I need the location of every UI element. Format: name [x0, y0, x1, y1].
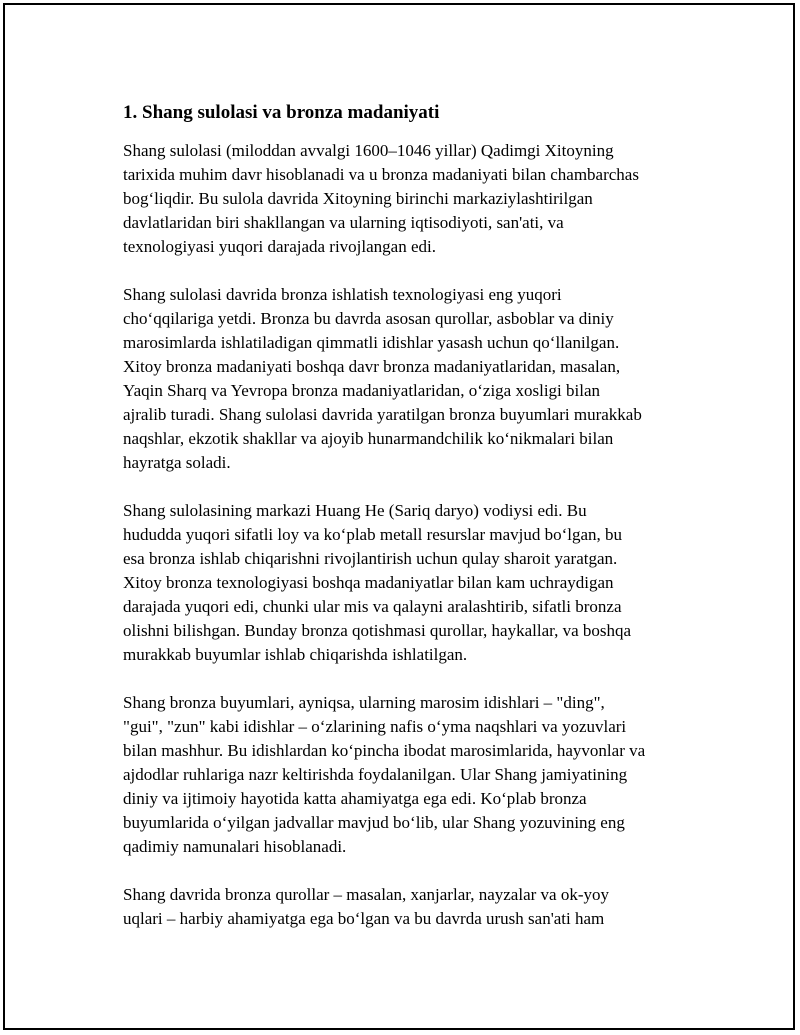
text-line: Shang davrida bronza qurollar – masalan, xanjarlar, nayzalar va ok-yoy [123, 885, 609, 904]
text-line: diniy va ijtimoiy hayotida katta ahamiyatga ega edi. Ko‘plab bronza [123, 789, 587, 808]
paragraph-2 [123, 283, 703, 475]
text-line: Shang sulolasi davrida bronza ishlatish texnologiyasi eng yuqori [123, 285, 562, 304]
text-line: texnologiyasi yuqori darajada rivojlangan edi. [123, 237, 436, 256]
text-line: murakkab buyumlar ishlab chiqarishda ishlatilgan. [123, 645, 468, 664]
text-line: darajada yuqori edi, chunki ular mis va qalayni aralashtirib, sifatli bronza [123, 597, 622, 616]
text-line: olishni bilishgan. Bunday bronza qotishmasi qurollar, haykallar, va boshqa [123, 621, 632, 640]
text-line: buyumlarida o‘yilgan jadvallar mavjud bo‘lib, ular Shang yozuvining eng [123, 813, 625, 832]
text-line: uqlari – harbiy ahamiyatga ega bo‘lgan va bu davrda urush san'ati ham [123, 909, 605, 928]
section-heading: 1. Shang sulolasi va bronza madaniyati [123, 102, 440, 123]
text-line: "gui", "zun" kabi idishlar – o‘zlarining nafis o‘yma naqshlari va yozuvlari [123, 717, 627, 736]
text-line: Shang sulolasining markazi Huang He (Sariq daryo) vodiysi edi. Bu [123, 501, 587, 520]
paragraph-4 [123, 691, 703, 859]
text-line: ajralib turadi. Shang sulolasi davrida yaratilgan bronza buyumlari murakkab [123, 405, 642, 424]
text-line: ajdodlar ruhlariga nazr keltirishda foydalanilgan. Ular Shang jamiyatining [123, 765, 628, 784]
paragraph-5 [123, 883, 703, 931]
text-line: tarixida muhim davr hisoblanadi va u bronza madaniyati bilan chambarchas [123, 165, 639, 184]
text-line: davlatlaridan biri shakllangan va ularning iqtisodiyoti, san'ati, va [123, 213, 564, 232]
text-line: Xitoy bronza madaniyati boshqa davr bronza madaniyatlaridan, masalan, [123, 357, 621, 376]
text-line: hududda yuqori sifatli loy va ko‘plab metall resurslar mavjud bo‘lgan, bu [123, 525, 623, 544]
text-line: esa bronza ishlab chiqarishni rivojlantirish uchun qulay sharoit yaratgan. [123, 549, 618, 568]
text-line: cho‘qqilariga yetdi. Bronza bu davrda asosan qurollar, asboblar va diniy [123, 309, 614, 328]
text-line: Yaqin Sharq va Yevropa bronza madaniyatlaridan, o‘ziga xosligi bilan [123, 381, 601, 400]
text-line: qadimiy namunalari hisoblanadi. [123, 837, 347, 856]
paragraph-3 [123, 499, 703, 667]
text-line: Shang bronza buyumlari, ayniqsa, ularning marosim idishlari – "ding", [123, 693, 605, 712]
text-line: marosimlarda ishlatiladigan qimmatli idishlar yasash uchun qo‘llanilgan. [123, 333, 620, 352]
text-line: hayratga soladi. [123, 453, 231, 472]
paragraph-1 [123, 139, 703, 259]
text-line: naqshlar, ekzotik shakllar va ajoyib hunarmandchilik ko‘nikmalari bilan [123, 429, 614, 448]
text-line: bog‘liqdir. Bu sulola davrida Xitoyning birinchi markaziylashtirilgan [123, 189, 593, 208]
text-line: bilan mashhur. Bu idishlardan ko‘pincha ibodat marosimlarida, hayvonlar va [123, 741, 646, 760]
text-line: Xitoy bronza texnologiyasi boshqa madaniyatlar bilan kam uchraydigan [123, 573, 614, 592]
page [3, 3, 795, 1030]
document-body [123, 101, 703, 955]
text-line: Shang sulolasi (miloddan avvalgi 1600–1046 yillar) Qadimgi Xitoyning [123, 141, 614, 160]
